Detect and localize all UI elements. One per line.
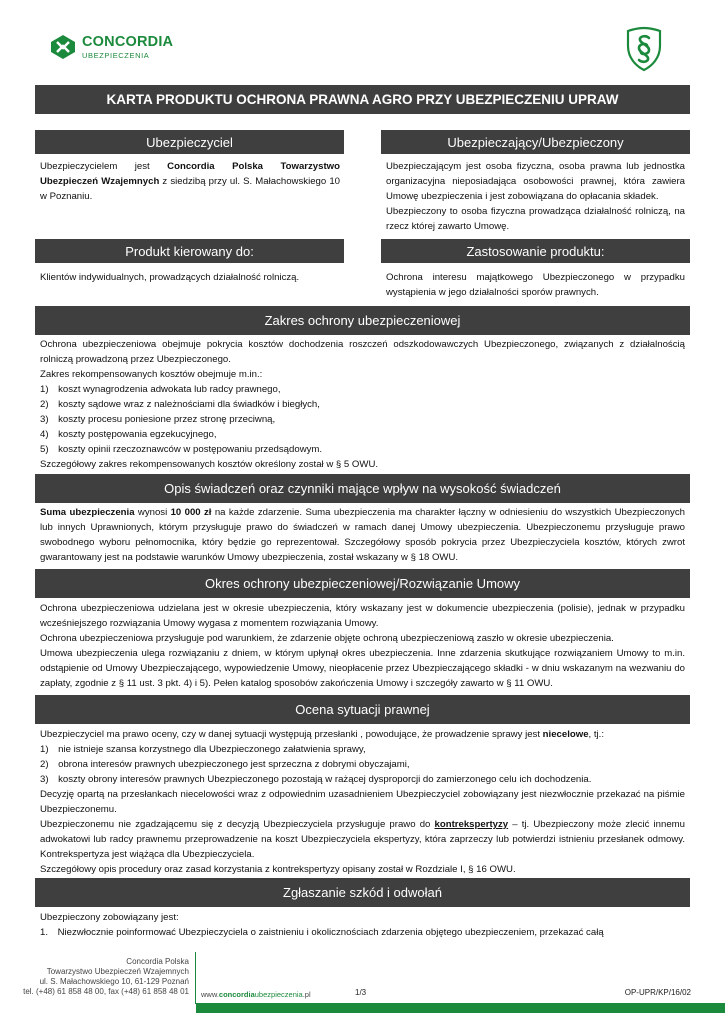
footer-phone: tel. (+48) 61 858 48 00, fax (+48) 61 858 48 01: [23, 987, 189, 996]
footer-address: [23, 957, 189, 997]
section-heading-ocena: Ocena sytuacji prawnej: [35, 695, 690, 724]
section-heading-produkt: Produkt kierowany do:: [35, 239, 344, 263]
paragraph-shield-icon: [624, 26, 664, 72]
zakres-text: Ochrona ubezpieczeniowa obejmuje pokrycia kosztów dochodzenia roszczeń odszkodowawczych Ubezpieczonego, związanych z działalnością rolniczą prowadzoną przez Ubezpieczonego. Zakres rekompensowanych kosztów obejmuje m.in.: 1) koszt wynagrodzenia adwokata lub radcy prawnego, 2) koszty sądowe wraz z należnościami dla świadków i biegłych, 3) koszty procesu poniesione przez stronę przeciwną, 4) koszty postępowania egzekucyjnego, 5) koszty opinii rzeczoznawców w postępowaniu przedsądowym. Szczegółowy zakres rekompensowanych kosztów określony został w § 5 OWU.: [40, 339, 685, 470]
footer-green-band: [196, 1003, 725, 1013]
list-item: 1) nie istnieje szansa korzystnego dla Ubezpieczonego załatwienia sprawy,: [40, 744, 366, 755]
document-title: KARTA PRODUKTU OCHRONA PRAWNA AGRO PRZY UBEZPIECZENIU UPRAW: [35, 85, 690, 114]
zakres-list: [40, 382, 685, 457]
list-item: 1) koszt wynagrodzenia adwokata lub radcy prawnego,: [40, 384, 281, 395]
list-item: 4) koszty postępowania egzekucyjnego,: [40, 429, 217, 440]
logo-subtitle: UBEZPIECZENIA: [82, 50, 150, 60]
list-item: 3) koszty procesu poniesione przez stronę przeciwną,: [40, 414, 276, 425]
concordia-logo-icon: [50, 34, 76, 60]
ocena-list: [40, 742, 685, 787]
zastosowanie-text: Ochrona interesu majątkowego Ubezpieczonego w przypadku wystąpienia w jego działalności sporów prawnych.: [386, 272, 685, 298]
document-code: OP-UPR/KP/16/02: [624, 988, 691, 997]
list-item: 2) obrona interesów prawnych ubezpieczonego jest sprzeczna z dobrymi obyczajami,: [40, 759, 410, 770]
section-heading-okres: Okres ochrony ubezpieczeniowej/Rozwiązanie Umowy: [35, 569, 690, 598]
logo-name: CONCORDIA: [82, 34, 174, 50]
section-heading-ubezpieczyciel: Ubezpieczyciel: [35, 130, 344, 154]
footer-company-full: Towarzystwo Ubezpieczeń Wzajemnych: [46, 967, 189, 976]
section-heading-zastosowanie: Zastosowanie produktu:: [381, 239, 690, 263]
concordia-logo: [50, 34, 173, 60]
list-item: 5) koszty opinii rzeczoznawców w postępowaniu przedsądowym.: [40, 444, 323, 455]
okres-text: Ochrona ubezpieczeniowa udzielana jest w okresie ubezpieczenia, który wskazany jest w dokumencie ubezpieczenia (polisie), jednak w przypadku wcześniejszego rozwiązania Umowy wygasa z momentem rozwiązania Umowy. Ochrona ubezpieczeniowa przysługuje pod warunkiem, że zdarzenie objęte ochroną ubezpieczeniową zaszło w okresie ubezpieczenia. Umowa ubezpieczenia ulega rozwiązaniu z dniem, w którym upłynął okres ubezpieczenia. Inne zdarzenia skutkujące rozwiązaniem Umowy to m.in. odstąpienie od Umowy Ubezpieczającego, wypowiedzenie Umowy, nieopłacenie przez Ubezpieczającego składki - w dniu wskazanym na wezwaniu do zapłaty, zgodnie z § 11 ust. 3 pkt. 4) i 5). Pełen katalog sposobów zakończenia Umowy i szczegóły zawarto w § 11 OWU.: [40, 603, 685, 689]
list-item: 3) koszty obrony interesów prawnych Ubezpieczonego pozostają w rażącej dysproporcji do zamierzonego celu ich dochodzenia.: [40, 774, 592, 785]
footer-street: ul. S. Małachowskiego 10, 61-129 Poznań: [39, 977, 189, 986]
list-item: 1. Niezwłocznie poinformować Ubezpieczyciela o zaistnieniu i okolicznościach zdarzenia objętego ubezpieczeniem, przekazać całą: [40, 927, 604, 938]
page-number: 1/3: [355, 988, 367, 997]
section-heading-zakres: Zakres ochrony ubezpieczeniowej: [35, 306, 690, 335]
ocena-text: Ubezpieczyciel ma prawo oceny, czy w danej sytuacji występują przesłanki , powodujące, że prowadzenie sprawy jest niecelowe, tj.: 1) nie istnieje szansa korzystnego dla Ubezpieczonego załatwienia sprawy, 2) obrona interesów prawnych ubezpieczonego jest sprzeczna z dobrymi obyczajami, 3) koszty obrony interesów prawnych Ubezpieczonego pozostają w rażącej dysproporcji do zamierzonego celu ich dochodzenia. Decyzję opartą na przesłankach niecelowości wraz z odpowiednim uzasadnieniem Ubezpieczyciel zobowiązany jest niezwłocznie przekazać na piśmie Ubezpieczonemu. Ubezpieczonemu nie zgadzającemu się z decyzją Ubezpieczyciela przysługuje prawo do kontrekspertyzy – tj. Ubezpieczony może zlecić innemu adwokatowi lub radcy prawnemu przeprowadzenie na koszt Ubezpieczyciela ekspertyzy, która zaprzeczy lub potwierdzi istnieniu przesłanek odmowy. Kontrekspertyza jest wiążąca dla Ubezpieczyciela. Szczegółowy opis procedury oraz zasad korzystania z kontrekspertyzy opisany został w Rozdziale I, § 16 OWU.: [40, 729, 685, 875]
ubezpieczajacy-text: Ubezpieczającym jest osoba fizyczna, osoba prawna lub jednostka organizacyjna nieposiadająca osobowości prawnej, która zawiera Umowę ubezpieczenia i jest zobowiązana do opłacania składek. Ubezpieczony to osoba fizyczna prowadząca działalność rolniczą, na rzecz której zawarto Umowę.: [386, 161, 685, 232]
zgloszenie-text: Ubezpieczony zobowiązany jest: 1. Niezwłocznie poinformować Ubezpieczyciela o zaistnieniu i okolicznościach zdarzenia objętego ubezpieczeniem, przekazać całą: [40, 910, 685, 940]
ubezpieczyciel-text: Ubezpieczycielem jest Concordia Polska Towarzystwo Ubezpieczeń Wzajemnych z siedzibą przy ul. S. Małachowskiego 10 w Poznaniu.: [40, 161, 340, 202]
footer-website-link[interactable]: www.concordiaubezpieczenia.pl: [201, 990, 311, 999]
list-item: 2) koszty sądowe wraz z należnościami dla świadków i biegłych,: [40, 399, 320, 410]
zgloszenie-list: [40, 925, 685, 940]
section-heading-ubezpieczajacy: Ubezpieczający/Ubezpieczony: [381, 130, 690, 154]
footer-company: Concordia Polska: [126, 957, 189, 966]
footer-divider: [195, 952, 196, 1004]
produkt-text: Klientów indywidualnych, prowadzących działalność rolniczą.: [40, 272, 300, 283]
section-heading-zgloszenie: Zgłaszanie szkód i odwołań: [35, 878, 690, 907]
section-heading-opis: Opis świadczeń oraz czynniki mające wpływ na wysokość świadczeń: [35, 474, 690, 503]
opis-text: Suma ubezpieczenia wynosi 10 000 zł na każde zdarzenie. Suma ubezpieczenia ma charakter łączny w odniesieniu do wszystkich Ubezpieczonych lub innych Uprawnionych, którym przysługuje prawo do świadczeń w ramach danej Umowy ubezpieczenia. Ubezpieczonemu przysługuje prawo swobodnego wyboru pełnomocnika, który będzie go reprezentował. Szczegółowy sposób pokrycia przez Ubezpieczyciela kosztów, których zwrot gwarantowany jest na podstawie warunków Umowy ubezpieczenia, został wskazany w § 18 OWU.: [40, 507, 685, 563]
